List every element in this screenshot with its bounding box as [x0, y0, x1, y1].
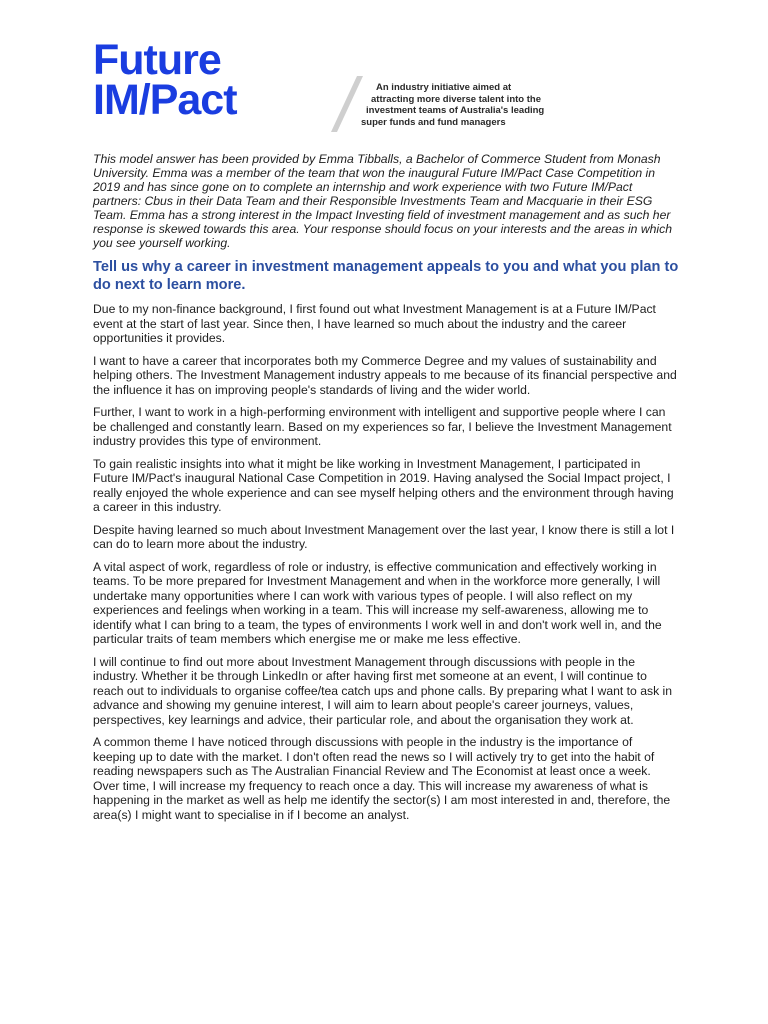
answer-paragraph: To gain realistic insights into what it might be like working in Investment Management, I participated in Future IM/Pact's inaugural National Case Competition in 2019. Having analysed the Social Impact project, I really enjoyed the whole experience and can see myself helping others and the environment through having a career in this industry.: [93, 456, 674, 514]
answer-paragraph: I will continue to find out more about Investment Management through discussions with people in the industry. Whether it be through LinkedIn or after having first met someone at an event, I will continue to reach out to individuals to organise coffee/tea catch ups and phone calls. By preparing what I want to ask in advance and showing my genuine interest, I will aim to learn about people's career journeys, values, perspectives, key learnings and advice, their particular role, and about the organisation they work at.: [93, 654, 673, 727]
tagline-line: attracting more diverse talent into the: [371, 93, 541, 105]
tagline: [356, 82, 586, 128]
question-heading: Tell us why a career in investment management appeals to you and what you plan to do next to learn more.: [93, 259, 679, 293]
answer-paragraph: A vital aspect of work, regardless of role or industry, is effective communication and effectively working in teams. To be more prepared for Investment Management and when in the workforce more generally, I will undertake many opportunities where I can work with various types of people. I will also reflect on my experiences and feelings when working in a team. This will increase my self-awareness, allowing me to identify what I can bring to a team, the types of environments I work well in and don't work well in, and the particular traits of team members which energise me or make me less effective.: [93, 559, 662, 646]
answer-paragraph: Despite having learned so much about Investment Management over the last year, I know there is still a lot I can do to learn more about the industry.: [93, 522, 675, 551]
answer-paragraph: I want to have a career that incorporates both my Commerce Degree and my values of sustainability and helping others. The Investment Management industry appeals to me because of its financial perspective and the influence it has on improving people's standards of living and the wider world.: [93, 353, 677, 397]
tagline-line: An industry initiative aimed at: [376, 82, 512, 93]
answer-paragraph: Further, I want to work in a high-performing environment with intelligent and supportive people where I can be challenged and constantly learn. Based on my experiences so far, I believe the Investment Management industry provides this type of environment.: [93, 405, 672, 448]
tagline-line: super funds and fund managers: [361, 116, 506, 128]
logo-line-2: IM/Pact: [93, 76, 237, 124]
intro-note: This model answer has been provided by Emma Tibballs, a Bachelor of Commerce Student from Monash University. Emma was a member of the team that won the inaugural Future IM/Pact Case Competition in 2019 and has since gone on to complete an internship and work experience with two Future IM/Pact partners: Cbus in their Data Team and their Responsible Investments Team and Macquarie in their ESG Team. Emma has a strong interest in the Impact Investing field of investment management and as such her response is skewed towards this area. Your response should focus on your interests and the areas in which you see yourself working.: [93, 152, 673, 250]
answer-body: [93, 302, 678, 830]
logo-line-1: Future: [93, 36, 221, 84]
answer-paragraph: Due to my non-finance background, I first found out what Investment Management is at a Future IM/Pact event at the start of last year. Since then, I have learned so much about the industry and the career opportunities it provides.: [93, 302, 656, 345]
answer-paragraph: A common theme I have noticed through discussions with people in the industry is the importance of keeping up to date with the market. I don't often read the news so I will actively try to get into the habit of reading newspapers such as The Australian Financial Review and The Economist at least once a week. Over time, I will increase my frequency to reach once a day. This will increase my awareness of what is happening in the market as well as help me identify the sector(s) I am most interested in and, therefore, the area(s) I might want to specialise in if I become an analyst.: [93, 735, 671, 822]
future-impact-logo: [93, 36, 237, 124]
tagline-line: investment teams of Australia's leading: [366, 105, 545, 116]
page-header: [0, 0, 768, 150]
